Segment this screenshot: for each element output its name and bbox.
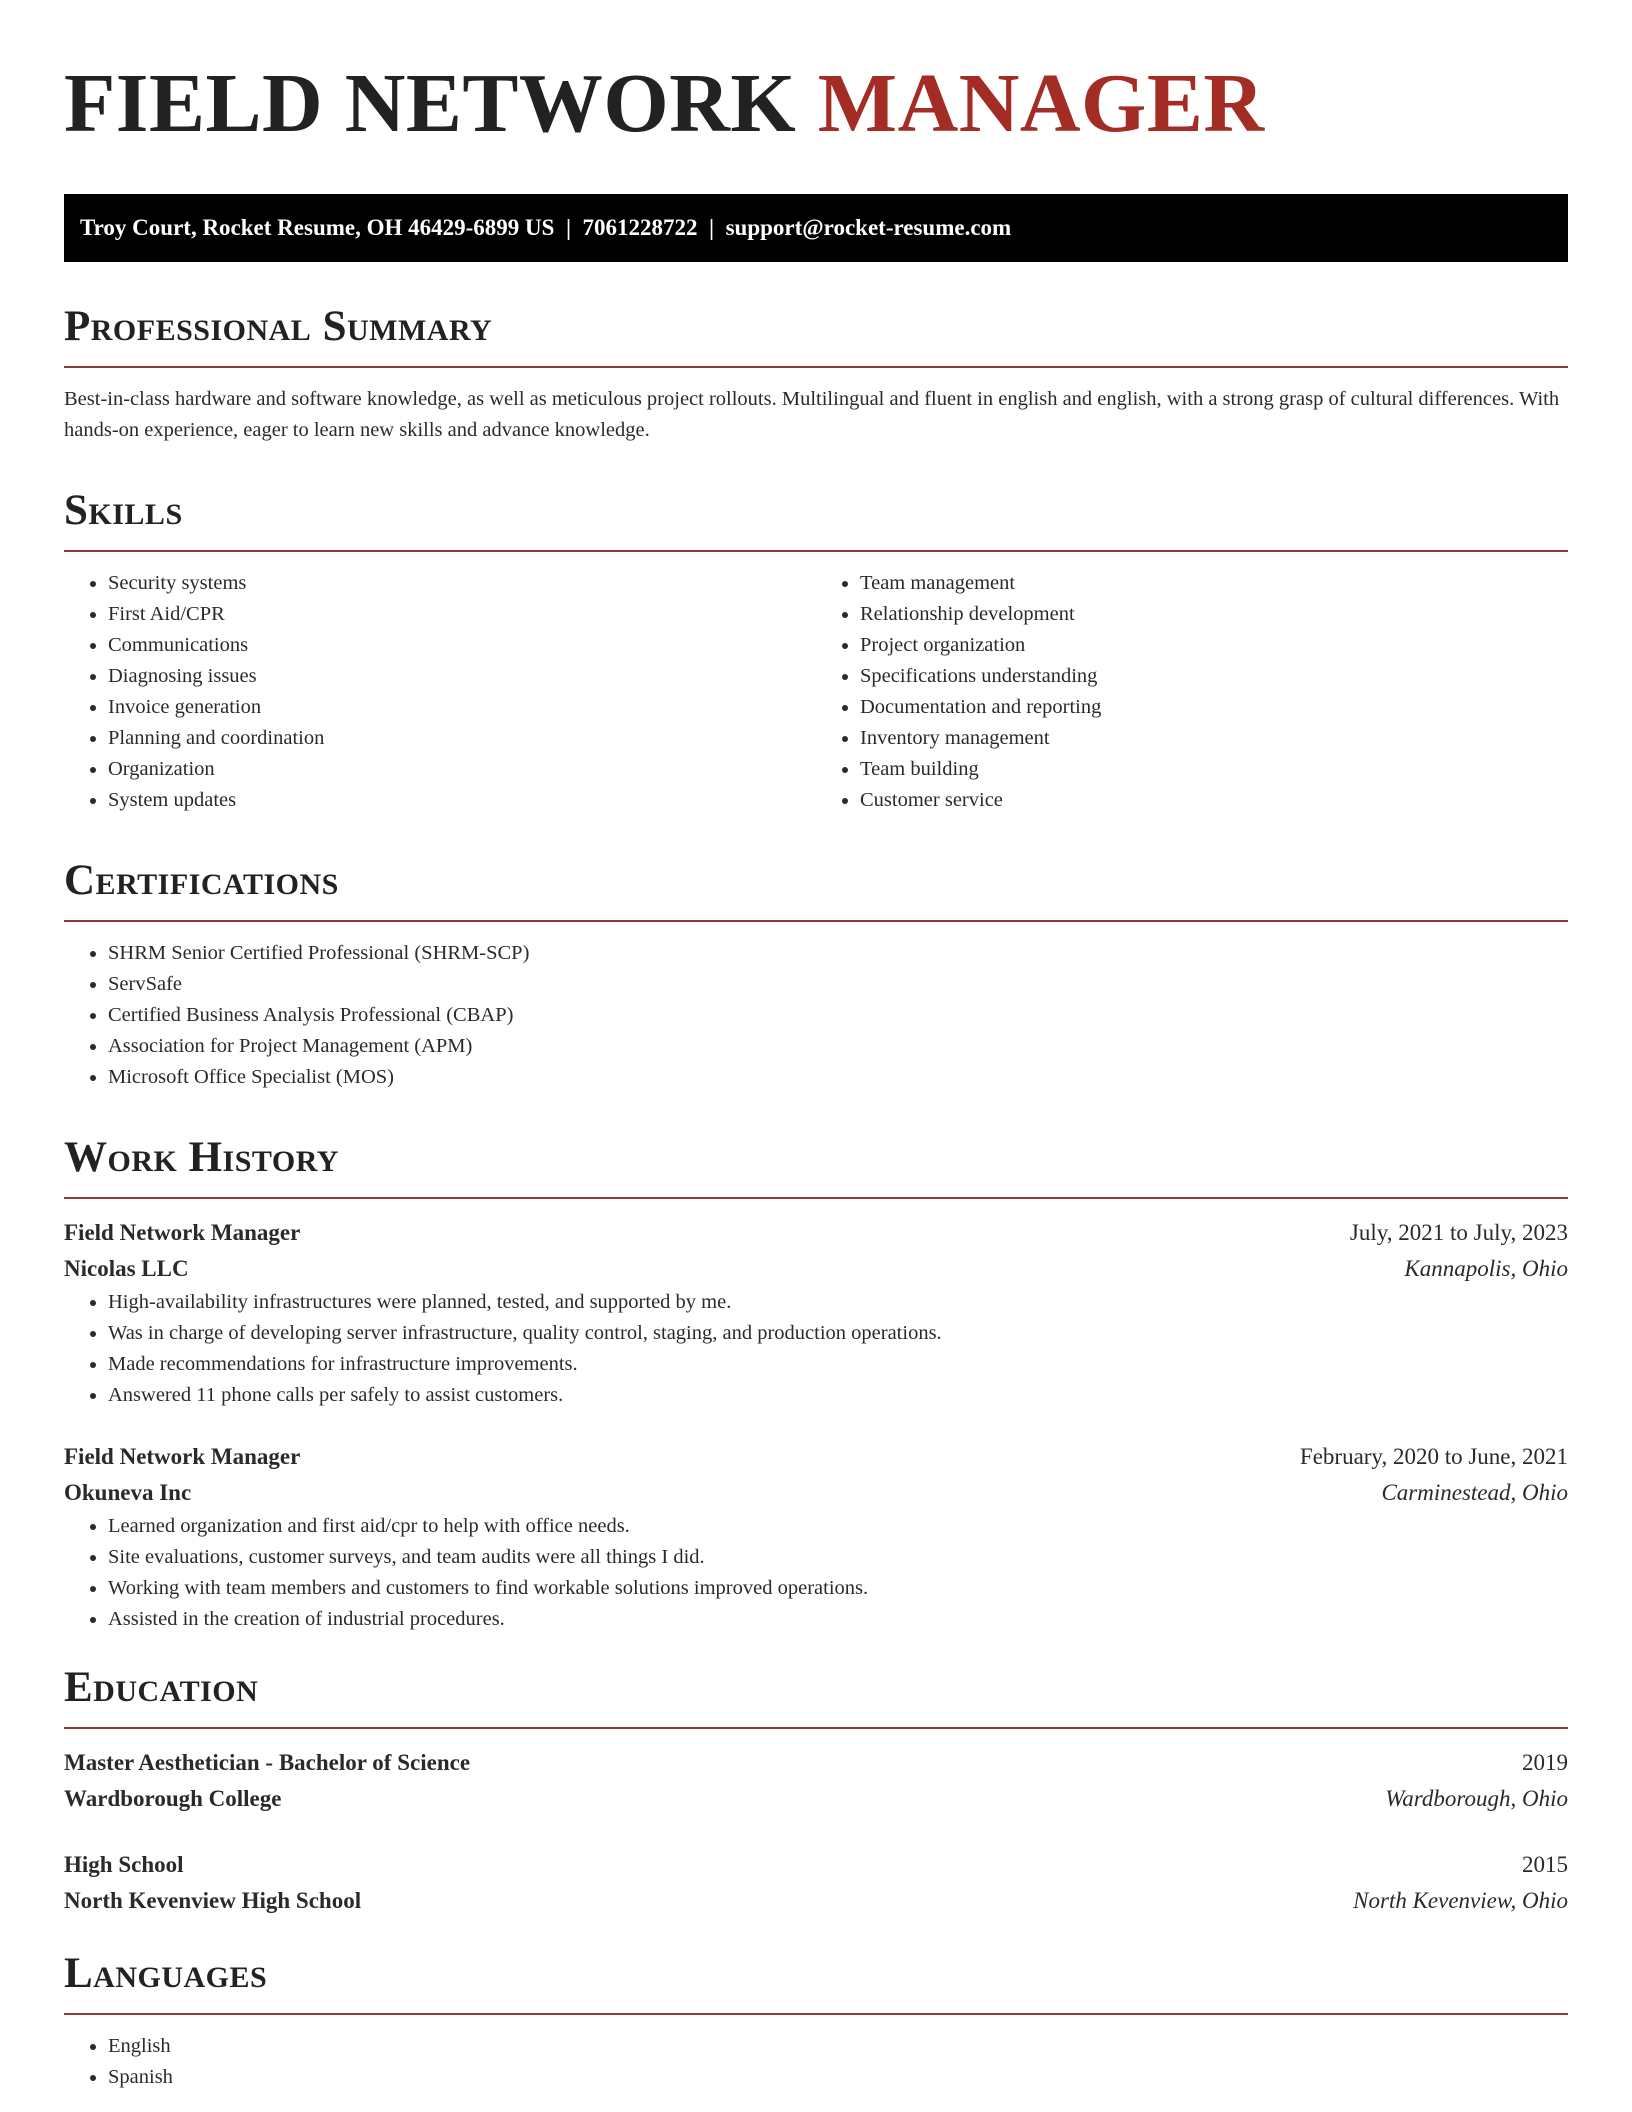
skill-item: • Project organization: [860, 630, 1568, 661]
skill-item: • Documentation and reporting: [860, 692, 1568, 723]
skills-title: Skills: [64, 487, 183, 534]
education-location: Wardborough, Ohio: [1385, 1786, 1568, 1811]
skill-item: • Specifications understanding: [860, 661, 1568, 692]
summary-text: Best-in-class hardware and software knowledge, as well as meticulous project rollouts. Multilingual and fluent in english and english, with a strong grasp of cultural differences. With hands-on experience, eager to learn new skills and advance knowledge.: [64, 388, 1560, 441]
skill-item: • Planning and coordination: [108, 723, 816, 754]
languages-list: [64, 2031, 1568, 2093]
certifications-section: [64, 856, 1568, 1093]
summary-title: Professional Summary: [64, 303, 493, 350]
skills-list-left: [64, 568, 816, 816]
skills-list-right: [816, 568, 1568, 816]
certification-item: • Certified Business Analysis Professional (CBAP): [108, 1000, 1568, 1031]
skill-item: • Security systems: [108, 568, 816, 599]
certifications-list: [64, 938, 1568, 1093]
education-school: North Kevenview High School: [64, 1888, 362, 1913]
job-bullets: [64, 1287, 1568, 1411]
job-subheader: [64, 1251, 1568, 1287]
job-dates: July, 2021 to July, 2023: [1349, 1220, 1568, 1245]
summary-section: [64, 302, 1568, 446]
name-first-part: FIELD NETWORK: [64, 57, 818, 150]
work-history-section: [64, 1133, 1568, 1635]
section-divider: [64, 920, 1568, 922]
education-header: [64, 1745, 1568, 1781]
education-year: 2019: [1522, 1750, 1568, 1775]
job-entry: [64, 1439, 1568, 1635]
section-divider: [64, 1197, 1568, 1199]
job-bullet: • Was in charge of developing server infrastructure, quality control, staging, and production operations.: [108, 1318, 1568, 1349]
certification-item: • ServSafe: [108, 969, 1568, 1000]
skills-grid: [64, 568, 1568, 816]
name-accent-part: MANAGER: [817, 57, 1265, 150]
section-divider: [64, 1727, 1568, 1729]
job-bullet: • Assisted in the creation of industrial procedures.: [108, 1604, 1568, 1635]
work-history-title: Work History: [64, 1134, 339, 1181]
skill-item: • Invoice generation: [108, 692, 816, 723]
job-subheader: [64, 1475, 1568, 1511]
education-subheader: [64, 1883, 1568, 1919]
education-year: 2015: [1522, 1852, 1568, 1877]
job-dates: February, 2020 to June, 2021: [1299, 1444, 1568, 1469]
job-bullet: • Made recommendations for infrastructure improvements.: [108, 1349, 1568, 1380]
job-bullet: • Working with team members and customers to find workable solutions improved operations.: [108, 1573, 1568, 1604]
job-role: Field Network Manager: [64, 1220, 301, 1245]
contact-bar: [64, 194, 1568, 262]
skill-item: • Inventory management: [860, 723, 1568, 754]
skills-section: [64, 486, 1568, 816]
job-company: Nicolas LLC: [64, 1256, 189, 1281]
job-bullet: • High-availability infrastructures were planned, tested, and supported by me.: [108, 1287, 1568, 1318]
section-divider: [64, 2013, 1568, 2015]
job-header: [64, 1439, 1568, 1475]
education-degree: Master Aesthetician - Bachelor of Science: [64, 1750, 471, 1775]
job-bullet: • Site evaluations, customer surveys, and team audits were all things I did.: [108, 1542, 1568, 1573]
job-location: Kannapolis, Ohio: [1404, 1256, 1568, 1281]
skill-item: • System updates: [108, 785, 816, 816]
job-role: Field Network Manager: [64, 1444, 301, 1469]
language-item: • English: [108, 2031, 1568, 2062]
education-subheader: [64, 1781, 1568, 1817]
languages-section: [64, 1949, 1568, 2093]
skill-item: • Customer service: [860, 785, 1568, 816]
languages-title: Languages: [64, 1950, 268, 1997]
education-header: [64, 1847, 1568, 1883]
job-bullet: • Answered 11 phone calls per safely to assist customers.: [108, 1380, 1568, 1411]
education-location: North Kevenview, Ohio: [1353, 1888, 1568, 1913]
skill-item: • Diagnosing issues: [108, 661, 816, 692]
certifications-title: Certifications: [64, 857, 339, 904]
contact-info: Troy Court, Rocket Resume, OH 46429-6899 US | 7061228722 | support@rocket-resume.com: [80, 215, 1012, 240]
language-item: • Spanish: [108, 2062, 1568, 2093]
job-company: Okuneva Inc: [64, 1480, 192, 1505]
certification-item: • Microsoft Office Specialist (MOS): [108, 1062, 1568, 1093]
section-divider: [64, 550, 1568, 552]
skill-item: • Communications: [108, 630, 816, 661]
job-entry: [64, 1215, 1568, 1411]
section-divider: [64, 366, 1568, 368]
certification-item: • Association for Project Management (APM): [108, 1031, 1568, 1062]
job-header: [64, 1215, 1568, 1251]
education-degree: High School: [64, 1852, 184, 1877]
skill-item: • First Aid/CPR: [108, 599, 816, 630]
job-bullet: • Learned organization and first aid/cpr to help with office needs.: [108, 1511, 1568, 1542]
certification-item: • SHRM Senior Certified Professional (SHRM-SCP): [108, 938, 1568, 969]
education-entry: [64, 1745, 1568, 1817]
education-title: Education: [64, 1664, 259, 1711]
education-entry: [64, 1847, 1568, 1919]
resume-name-heading: [64, 58, 1568, 150]
education-section: [64, 1663, 1568, 1919]
education-school: Wardborough College: [64, 1786, 282, 1811]
skill-item: • Relationship development: [860, 599, 1568, 630]
job-location: Carminestead, Ohio: [1381, 1480, 1568, 1505]
skill-item: • Team building: [860, 754, 1568, 785]
skill-item: • Organization: [108, 754, 816, 785]
job-bullets: [64, 1511, 1568, 1635]
skill-item: • Team management: [860, 568, 1568, 599]
